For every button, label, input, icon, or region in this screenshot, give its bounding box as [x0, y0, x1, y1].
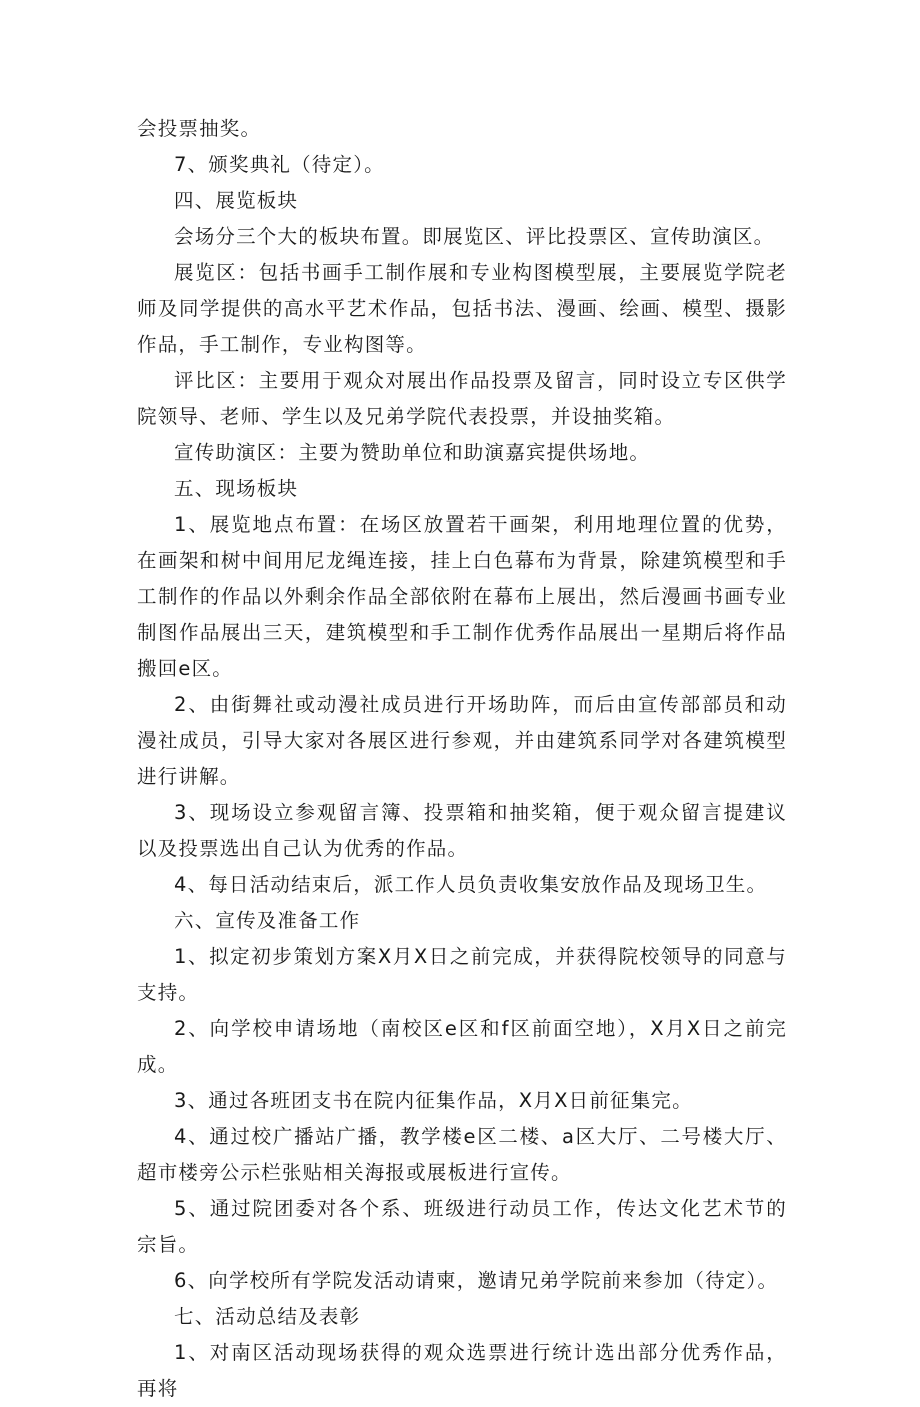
- paragraph: 2、向学校申请场地（南校区e区和f区前面空地），X月X日之前完成。: [137, 1017, 787, 1076]
- paragraph: 4、通过校广播站广播，教学楼e区二楼、a区大厅、二号楼大厅、超市楼旁公示栏张贴相关海报或展板进行宣传。: [137, 1125, 787, 1184]
- paragraph: 5、通过院团委对各个系、班级进行动员工作，传达文化艺术节的宗旨。: [137, 1197, 787, 1256]
- paragraph: 展览区：包括书画手工制作展和专业构图模型展，主要展览学院老师及同学提供的高水平艺术作品，包括书法、漫画、绘画、模型、摄影作品，手工制作，专业构图等。: [137, 261, 787, 356]
- paragraph: 2、由街舞社或动漫社成员进行开场助阵，而后由宣传部部员和动漫社成员，引导大家对各展区进行参观，并由建筑系同学对各建筑模型进行讲解。: [137, 693, 787, 788]
- paragraph: 宣传助演区：主要为赞助单位和助演嘉宾提供场地。: [174, 441, 651, 464]
- section-heading: 六、宣传及准备工作: [174, 909, 361, 932]
- paragraph: 1、展览地点布置：在场区放置若干画架，利用地理位置的优势，在画架和树中间用尼龙绳连接，挂上白色幕布为背景，除建筑模型和手工制作的作品以外剩余作品全部依附在幕布上展出，然后漫画书画专业制图作品展出三天，建筑模型和手工制作优秀作品展出一星期后将作品搬回e区。: [137, 513, 787, 680]
- document-body: [137, 111, 787, 1407]
- paragraph: 6、向学校所有学院发活动请柬，邀请兄弟学院前来参加（待定）。: [174, 1269, 779, 1292]
- section-heading: 七、活动总结及表彰: [174, 1305, 361, 1328]
- paragraph: 4、每日活动结束后，派工作人员负责收集安放作品及现场卫生。: [174, 873, 768, 896]
- paragraph: 评比区：主要用于观众对展出作品投票及留言，同时设立专区供学院领导、老师、学生以及兄弟学院代表投票，并设抽奖箱。: [137, 369, 787, 428]
- paragraph: 3、现场设立参观留言簿、投票箱和抽奖箱，便于观众留言提建议以及投票选出自己认为优秀的作品。: [137, 801, 787, 860]
- section-heading: 四、展览板块: [174, 189, 299, 212]
- section-heading: 五、现场板块: [174, 477, 299, 500]
- paragraph: 7、颁奖典礼（待定）。: [174, 153, 385, 176]
- paragraph: 1、拟定初步策划方案X月X日之前完成，并获得院校领导的同意与支持。: [137, 945, 787, 1004]
- paragraph: 3、通过各班团支书在院内征集作品，X月X日前征集完。: [174, 1089, 693, 1112]
- paragraph: 会投票抽奖。: [137, 117, 262, 140]
- paragraph: 1、对南区活动现场获得的观众选票进行统计选出部分优秀作品，再将: [137, 1341, 787, 1400]
- paragraph: 会场分三个大的板块布置。即展览区、评比投票区、宣传助演区。: [174, 225, 775, 248]
